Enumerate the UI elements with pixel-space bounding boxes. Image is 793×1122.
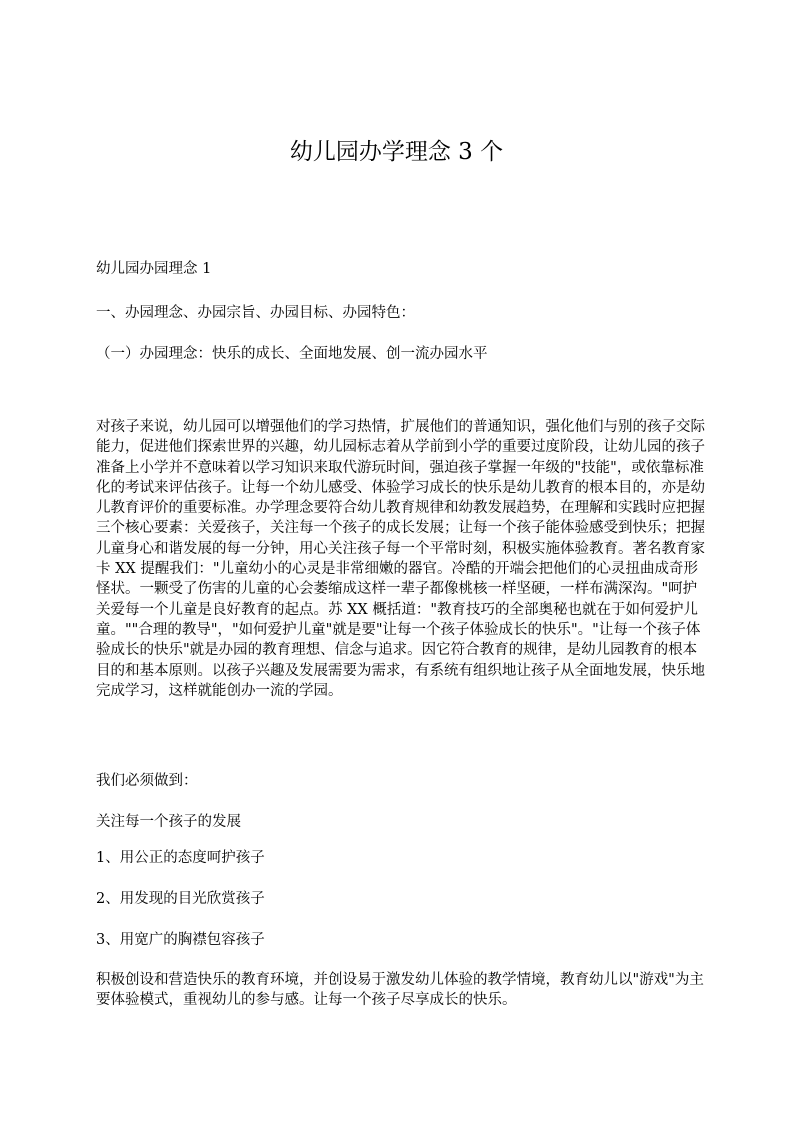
section-heading: 一、办园理念、办园宗旨、办园目标、办园特色：: [96, 305, 415, 321]
list-item: 1、用公正的态度呵护孩子: [96, 850, 265, 866]
body-paragraph-1: 对孩子来说，幼儿园可以增强他们的学习热情，扩展他们的普通知识，强化他们与别的孩子交际能力，促进他们探索世界的兴趣，幼儿园标志着从学前到小学的重要过度阶段，让幼儿园的孩子准备上小学并不意味着以学习知识来取代游玩时间，强迫孩子掌握一年级的"技能"，或依靠标准化的考试来评估孩子。让每一个幼儿感受、体验学习成长的快乐是幼儿教育的根本目的，亦是幼儿教育评价的重要标准。办学理念要符合幼儿教育规律和幼教发展趋势，在理解和实践时应把握三个核心要素：关爱孩子，关注每一个孩子的成长发展；让每一个孩子能体验感受到快乐；把握儿童身心和谐发展的每一分钟，用心关注孩子每一个平常时刻，积极实施体验教育。著名教育家卡 XX 提醒我们："儿童幼小的心灵是非常细嫩的器官。冷酷的开端会把他们的心灵扭曲成奇形怪状。一颗受了伤害的儿童的心会萎缩成这样一辈子都像桃核一样坚硬，一样布满深沟。"呵护关爱每一个儿童是良好教育的起点。苏 XX 概括道："教育技巧的全部奥秘也就在于如何爱护儿童。""合理的教导"，"如何爱护儿童"就是要"让每一个孩子体验成长的快乐"。"让每一个孩子体验成长的快乐"就是办园的教育理想、信念与追求。因它符合教育的规律，是幼儿园教育的根本目的和基本原则。以孩子兴趣及发展需要为需求，有系统有组织地让孩子从全面地发展，快乐地完成学习，这样就能创办一流的学园。: [96, 419, 705, 699]
document-subtitle: 幼儿园办园理念 1: [96, 261, 212, 277]
closing-paragraph: 积极创设和营造快乐的教育环境，并创设易于激发幼儿体验的教学情境，教育幼儿以"游戏"为主要体验模式，重视幼儿的参与感。让每一个孩子尽享成长的快乐。: [96, 972, 704, 1009]
must-do-text: 我们必须做到：: [96, 773, 198, 789]
document-title: 幼儿园办学理念 3 个: [289, 139, 504, 165]
subsection-heading: （一）办园理念：快乐的成长、全面地发展、创一流办园水平: [96, 346, 488, 362]
focus-text: 关注每一个孩子的发展: [96, 814, 241, 830]
list-item: 3、用宽广的胸襟包容孩子: [96, 932, 265, 948]
list-item: 2、用发现的目光欣赏孩子: [96, 891, 265, 907]
